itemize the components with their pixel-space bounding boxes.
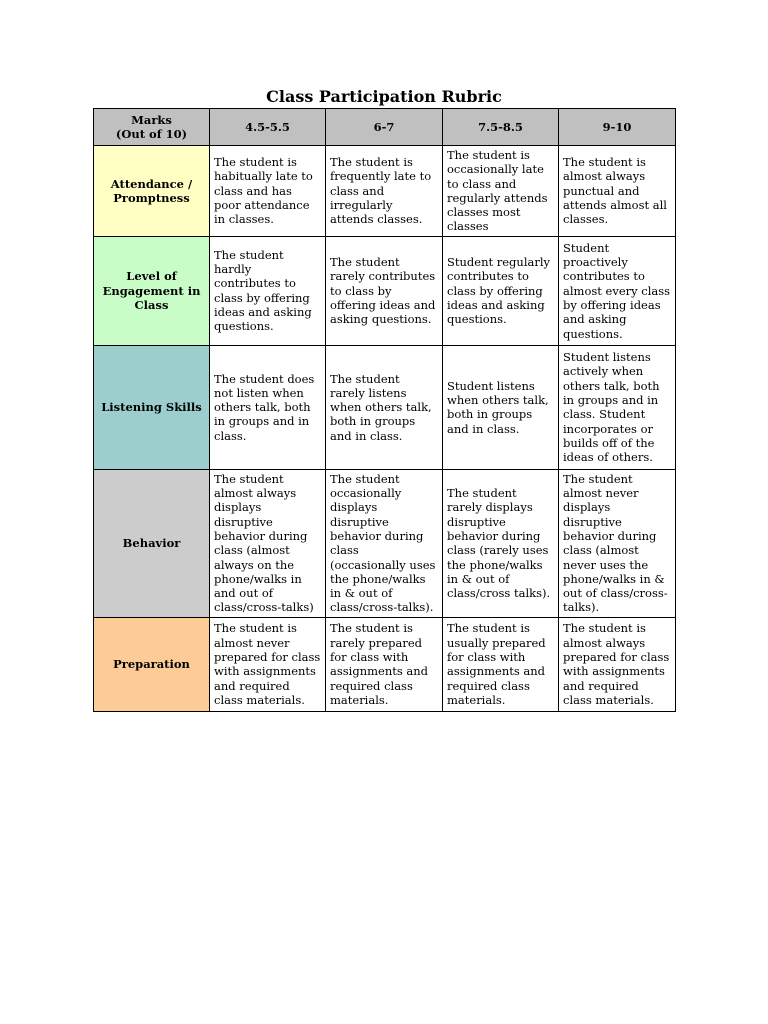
rubric-row-engagement <box>94 236 676 345</box>
criterion-label: Preparation <box>94 617 210 711</box>
rubric-cell: The student rarely listens when others talk, both in groups and in class. <box>326 345 443 469</box>
rubric-cell: The student is frequently late to class and irregularly attends classes. <box>326 146 443 237</box>
rubric-cell: The student does not listen when others talk, both in groups and in class. <box>210 345 326 469</box>
marks-header <box>94 109 210 146</box>
range-header-1: 4.5-5.5 <box>210 109 326 146</box>
rubric-cell: The student is habitually late to class and has poor attendance in classes. <box>210 146 326 237</box>
marks-label: Marks <box>131 112 172 127</box>
range-header-4: 9-10 <box>559 109 676 146</box>
rubric-cell: Student regularly contributes to class by offering ideas and asking questions. <box>443 236 559 345</box>
rubric-cell: Student listens when others talk, both in groups and in class. <box>443 345 559 469</box>
rubric-cell: The student rarely displays disruptive behavior during class (rarely uses the phone/walks in & out of class/cross talks). <box>443 469 559 617</box>
rubric-cell: The student is usually prepared for class with assignments and required class materials. <box>443 617 559 711</box>
rubric-cell: The student rarely contributes to class by offering ideas and asking questions. <box>326 236 443 345</box>
range-header-3: 7.5-8.5 <box>443 109 559 146</box>
rubric-row-behavior <box>94 469 676 617</box>
header-row <box>94 109 676 146</box>
marks-sublabel: (Out of 10) <box>115 127 188 141</box>
rubric-cell: The student occasionally displays disruptive behavior during class (occasionally uses the phone/walks in & out of class/cross-talks). <box>326 469 443 617</box>
criterion-label: Level of Engagement in Class <box>94 236 210 345</box>
rubric-row-attendance <box>94 146 676 237</box>
rubric-cell: The student is almost always prepared for class with assignments and required class materials. <box>559 617 676 711</box>
rubric-cell: The student is almost always punctual and attends almost all classes. <box>559 146 676 237</box>
rubric-cell: Student proactively contributes to almost every class by offering ideas and asking questions. <box>559 236 676 345</box>
rubric-cell: Student listens actively when others talk, both in groups and in class. Student incorporates or builds off of the ideas of others. <box>559 345 676 469</box>
rubric-row-preparation <box>94 617 676 711</box>
criterion-label: Listening Skills <box>94 345 210 469</box>
criterion-label: Behavior <box>94 469 210 617</box>
document-title: Class Participation Rubric <box>266 87 502 106</box>
rubric-row-listening <box>94 345 676 469</box>
range-header-2: 6-7 <box>326 109 443 146</box>
criterion-label: Attendance / Promptness <box>94 146 210 237</box>
rubric-cell: The student almost never displays disruptive behavior during class (almost never uses the phone/walks in & out of class/cross-talks). <box>559 469 676 617</box>
rubric-cell: The student is almost never prepared for class with assignments and required class materials. <box>210 617 326 711</box>
rubric-cell: The student is rarely prepared for class with assignments and required class materials. <box>326 617 443 711</box>
rubric-table <box>93 108 676 712</box>
rubric-cell: The student is occasionally late to class and regularly attends classes most classes <box>443 146 559 237</box>
rubric-cell: The student hardly contributes to class by offering ideas and asking questions. <box>210 236 326 345</box>
rubric-cell: The student almost always displays disruptive behavior during class (almost always on the phone/walks in and out of class/cross-talks) <box>210 469 326 617</box>
